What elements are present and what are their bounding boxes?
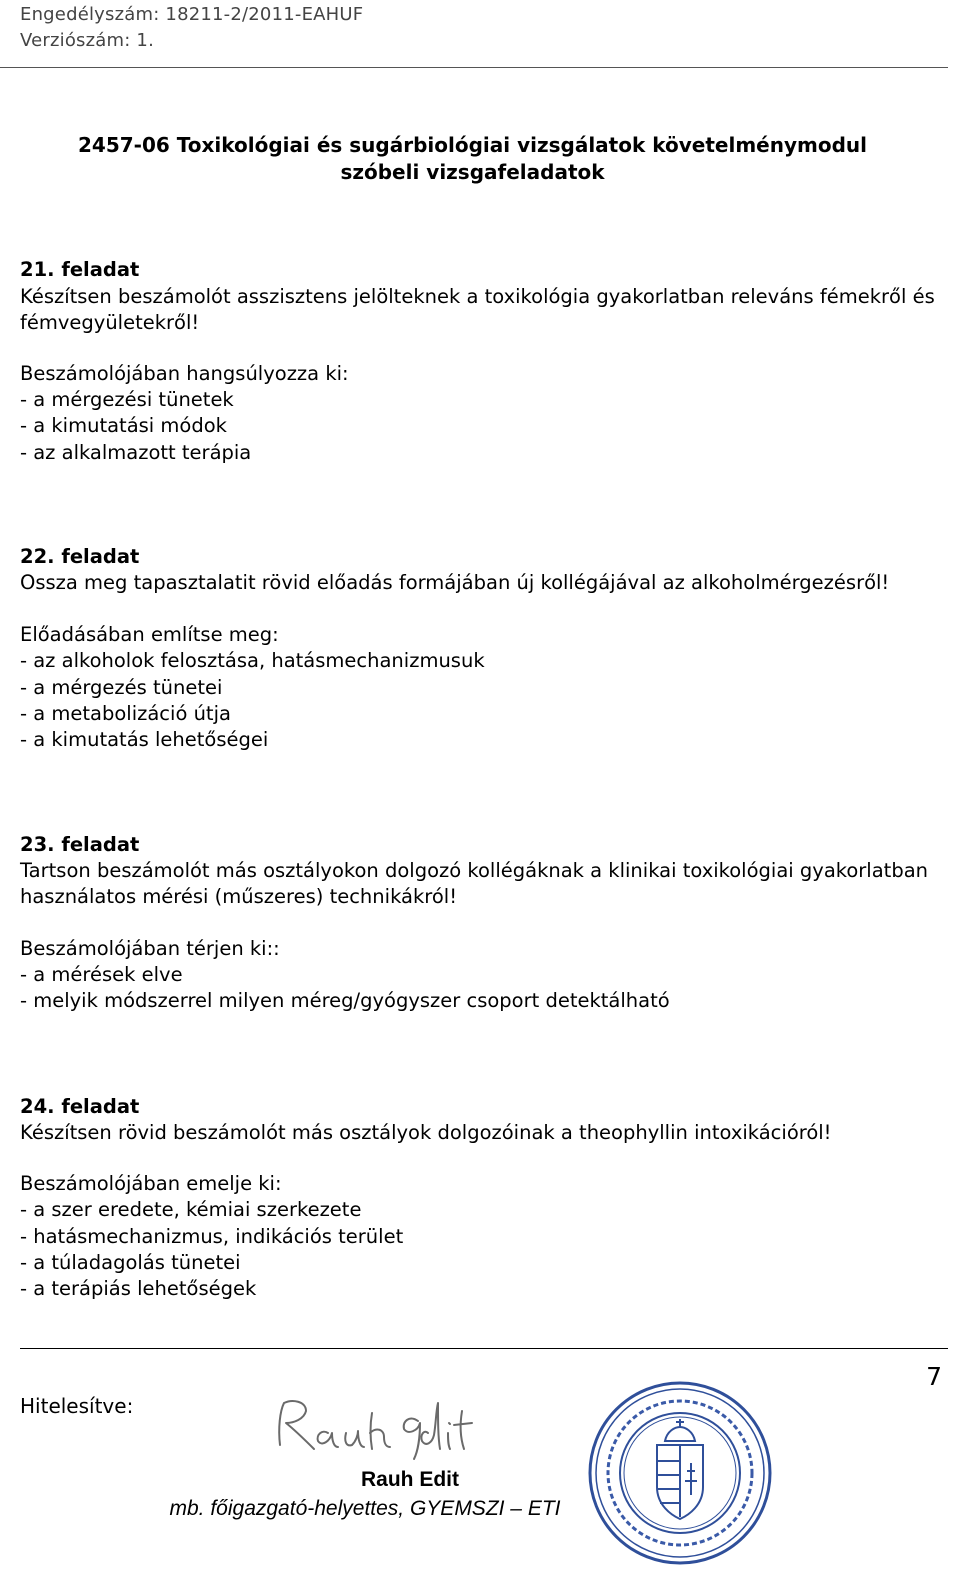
authenticated-label: Hitelesítve: [20,1394,134,1418]
list-item: - a terápiás lehetőségek [20,1277,257,1300]
list-item: - a kimutatási módok [20,414,227,437]
version-number: Verziószám: 1. [20,30,155,51]
task-lead: Előadásában említse meg: [20,623,279,646]
task-intro: Tartson beszámolót más osztályokon dolgozó kollégáknak a klinikai toxikológiai gyakorlatban [20,859,929,882]
task-heading: 22. feladat [20,545,140,568]
list-item: - hatásmechanizmus, indikációs terület [20,1225,404,1248]
list-item: - az alkalmazott terápia [20,441,252,464]
signer-name: Rauh Edit [361,1468,459,1491]
task-intro: Készítsen rövid beszámolót más osztályok dolgozóinak a theophyllin intoxikációról! [20,1121,832,1144]
page-number: 7 [926,1362,942,1391]
task-heading: 23. feladat [20,833,140,856]
task-lead: Beszámolójában hangsúlyozza ki: [20,362,349,385]
footer-divider [20,1348,948,1349]
list-item: - a kimutatás lehetőségei [20,728,269,751]
license-number: Engedélyszám: 18211-2/2011-EAHUF [20,4,364,25]
list-item: - a túladagolás tünetei [20,1251,241,1274]
list-item: - az alkoholok felosztása, hatásmechanizmusuk [20,649,485,672]
document-subtitle: szóbeli vizsgafeladatok [340,160,605,184]
task-intro: Készítsen beszámolót asszisztens jelölteknek a toxikológia gyakorlatban releváns fémekről és [20,285,935,308]
header-divider [0,67,948,68]
task-heading: 24. feladat [20,1095,140,1118]
list-item: - a mérgezés tünetei [20,676,223,699]
task-lead: Beszámolójában emelje ki: [20,1172,282,1195]
handwritten-signature [270,1393,480,1463]
list-item: - a mérgezési tünetek [20,388,234,411]
task-heading: 21. feladat [20,258,140,281]
task-intro: Ossza meg tapasztalatit rövid előadás formájában új kollégájával az alkoholmérgezésről! [20,571,890,594]
task-lead: Beszámolójában térjen ki:: [20,937,280,960]
official-seal [585,1375,775,1571]
list-item: - a metabolizáció útja [20,702,231,725]
list-item: - melyik módszerrel milyen méreg/gyógyszer csoport detektálható [20,989,670,1012]
task-intro: használatos mérési (műszeres) technikákról! [20,885,458,908]
list-item: - a mérések elve [20,963,183,986]
list-item: - a szer eredete, kémiai szerkezete [20,1198,362,1221]
signer-title: mb. főigazgató-helyettes, GYEMSZI – ETI [169,1497,561,1520]
document-title: 2457-06 Toxikológiai és sugárbiológiai vizsgálatok követelménymodul [78,133,867,157]
task-intro: fémvegyületekről! [20,311,200,334]
